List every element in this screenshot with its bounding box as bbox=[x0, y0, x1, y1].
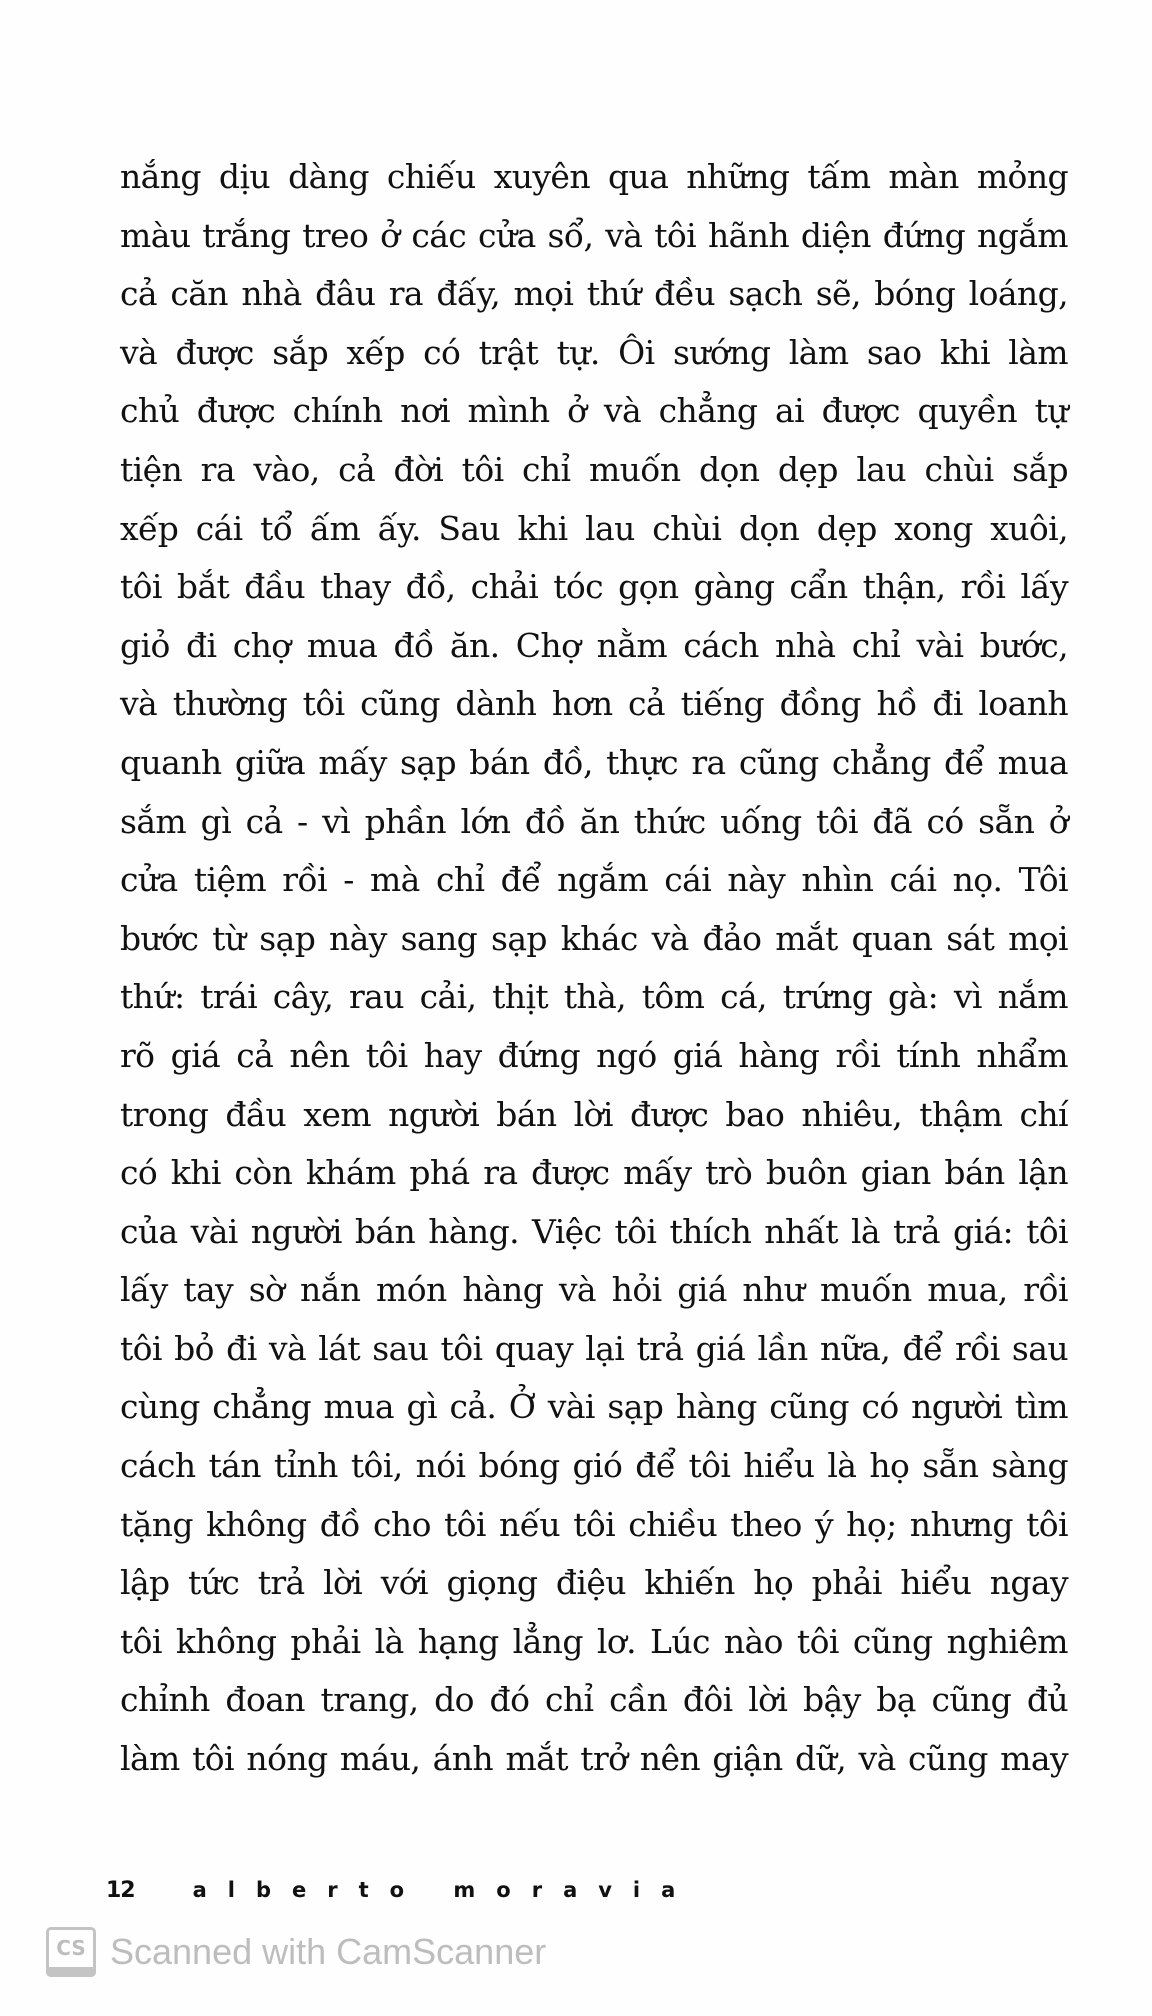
text-line: cách tán tỉnh tôi, nói bóng gió để tôi hiểu là họ sẵn sàng bbox=[120, 1446, 1068, 1486]
text-line: có khi còn khám phá ra được mấy trò buôn gian bán lận bbox=[120, 1153, 1068, 1193]
text-line: nắng dịu dàng chiếu xuyên qua những tấm màn mỏng bbox=[120, 157, 1068, 196]
text-line: rõ giá cả nên tôi hay đứng ngó giá hàng rồi tính nhẩm bbox=[120, 1035, 1068, 1075]
text-line: chủ được chính nơi mình ở và chẳng ai được quyền tự bbox=[120, 391, 1068, 431]
page-footer bbox=[106, 1878, 696, 1903]
running-author: alberto moravia bbox=[192, 1878, 697, 1902]
page-number: 12 bbox=[106, 1878, 135, 1903]
text-line: cùng chẳng mua gì cả. Ở vài sạp hàng cũng có người tìm bbox=[120, 1387, 1068, 1427]
text-line: thứ: trái cây, rau cải, thịt thà, tôm cá, trứng gà: vì nắm bbox=[120, 977, 1068, 1017]
watermark-text: Scanned with CamScanner bbox=[110, 1931, 547, 1972]
text-line: màu trắng treo ở các cửa sổ, và tôi hãnh diện đứng ngắm bbox=[120, 215, 1068, 255]
text-line: tặng không đồ cho tôi nếu tôi chiều theo ý họ; nhưng tôi bbox=[120, 1504, 1068, 1544]
text-line: lấy tay sờ nắn món hàng và hỏi giá như muốn mua, rồi bbox=[120, 1270, 1068, 1310]
text-line: của vài người bán hàng. Việc tôi thích nhất là trả giá: tôi bbox=[120, 1211, 1068, 1251]
text-line: trong đầu xem người bán lời được bao nhiêu, thậm chí bbox=[120, 1094, 1068, 1134]
text-line: chỉnh đoan trang, do đó chỉ cần đôi lời bậy bạ cũng đủ bbox=[120, 1680, 1068, 1720]
text-line: sắm gì cả - vì phần lớn đồ ăn thức uống tôi đã có sẵn ở bbox=[120, 801, 1068, 841]
text-line: và được sắp xếp có trật tự. Ôi sướng làm sao khi làm bbox=[120, 332, 1068, 372]
text-line: bước từ sạp này sang sạp khác và đảo mắt quan sát mọi bbox=[120, 918, 1068, 958]
camscanner-logo-icon: CS bbox=[46, 1927, 96, 1977]
text-line: tôi không phải là hạng lẳng lơ. Lúc nào tôi cũng nghiêm bbox=[120, 1621, 1068, 1661]
text-line: tôi bắt đầu thay đồ, chải tóc gọn gàng cẩn thận, rồi lấy bbox=[120, 567, 1068, 607]
text-line: tiện ra vào, cả đời tôi chỉ muốn dọn dẹp lau chùi sắp bbox=[120, 449, 1068, 489]
text-line: quanh giữa mấy sạp bán đồ, thực ra cũng chẳng để mua bbox=[120, 742, 1068, 782]
body-text bbox=[120, 148, 1068, 1789]
text-line: cả căn nhà đâu ra đấy, mọi thứ đều sạch sẽ, bóng loáng, bbox=[120, 274, 1068, 314]
text-line: và thường tôi cũng dành hơn cả tiếng đồng hồ đi loanh bbox=[120, 684, 1068, 724]
text-line: lập tức trả lời với giọng điệu khiến họ phải hiểu ngay bbox=[120, 1563, 1068, 1603]
text-line: tôi bỏ đi và lát sau tôi quay lại trả giá lần nữa, để rồi sau bbox=[120, 1328, 1068, 1368]
camscanner-watermark bbox=[46, 1927, 546, 1977]
text-line: cửa tiệm rồi - mà chỉ để ngắm cái này nhìn cái nọ. Tôi bbox=[120, 860, 1068, 900]
text-line: xếp cái tổ ấm ấy. Sau khi lau chùi dọn dẹp xong xuôi, bbox=[120, 508, 1068, 548]
text-line: giỏ đi chợ mua đồ ăn. Chợ nằm cách nhà chỉ vài bước, bbox=[120, 625, 1068, 665]
text-line: làm tôi nóng máu, ánh mắt trở nên giận dữ, và cũng may bbox=[120, 1739, 1068, 1779]
